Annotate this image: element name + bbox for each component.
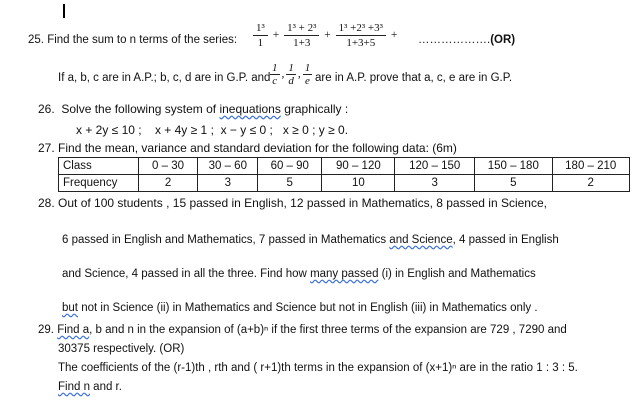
table-cell: Class — [59, 158, 139, 175]
reciprocal-c: $\frac{1}{c}$ — [272, 62, 278, 87]
ellipsis-dots: ………………. — [418, 34, 491, 46]
question-28-line-2: 6 passed in English and Mathematics, 7 passed in Mathematics and Science, 4 passed in English — [62, 234, 559, 246]
table-cell: 120 – 150 — [395, 158, 475, 175]
table-cell: 2 — [552, 175, 630, 192]
question-29: 29. Find a, b and n in the expansion of (a+b)ⁿ if the first three terms of the expansion are 729 , 7290 and — [38, 324, 567, 336]
reciprocal-fractions: $\frac{1}{c}$ , $\frac{1}{d}$ , $\frac{1}{e}$ — [272, 62, 311, 87]
spellcheck-phrase: and Science — [389, 234, 453, 246]
q25-alt-text-b: are in A.P. prove that a, c, e are in G.P. — [315, 72, 513, 84]
table-cell: 60 – 90 — [258, 158, 322, 175]
table-row-class — [59, 158, 630, 175]
frequency-table — [58, 157, 630, 192]
table-cell: 0 – 30 — [138, 158, 198, 175]
table-cell: 5 — [258, 175, 322, 192]
question-number: 25. — [28, 34, 44, 46]
series-term-2: $\frac{\text{1³ + 2³}}{1+3}$ — [284, 22, 319, 49]
inequality-system: x + 2y ≤ 10 ; x + 4y ≥ 1 ; x − y ≤ 0 ; x ≥ 0 ; y ≥ 0. — [76, 123, 349, 137]
spellcheck-phrase: Find n — [58, 381, 90, 393]
question-28-line-4: but not in Science (ii) in Mathematics and Science but not in English (iii) in Mathematics only . — [62, 302, 538, 314]
spellcheck-word: inequations — [219, 102, 281, 116]
question-number: 26. — [38, 102, 55, 116]
question-text: Find the sum to n terms of the series: — [47, 34, 238, 46]
series-term-3: $\frac{\text{1³ +2³ +3³}}{1+3+5}$ — [336, 22, 386, 49]
series-term-1: $\frac{\text{1³}}{1}$ — [253, 22, 268, 49]
series-continuation — [418, 34, 515, 46]
table-cell: 3 — [395, 175, 475, 192]
question-28-line-3: and Science, 4 passed in all the three. Find how many passed (i) in English and Mathematics — [62, 268, 536, 280]
table-cell: Frequency — [59, 175, 139, 192]
spellcheck-phrase: Find a — [57, 324, 90, 336]
table-cell: 90 – 120 — [322, 158, 395, 175]
text-cursor — [63, 4, 65, 18]
question-29-alt-line-1: The coefficients of the (r-1)th , rth and ( r+1)th terms in the expansion of (x+1)ⁿ are in the ratio 1 : 3 : 5. — [58, 362, 578, 374]
question-29-alt-line-2: Find n and r. — [58, 381, 122, 393]
question-number: 27. — [38, 141, 55, 155]
table-cell: 30 – 60 — [198, 158, 258, 175]
table-cell: 5 — [475, 175, 552, 192]
question-26: 26. Solve the following system of inequations graphically : — [38, 102, 349, 116]
question-text-line-1: Out of 100 students , 15 passed in English, 12 passed in Mathematics, 8 passed in Science, — [58, 196, 547, 210]
question-25 — [28, 34, 237, 46]
spellcheck-word: but — [62, 302, 78, 314]
table-cell: 2 — [138, 175, 198, 192]
question-number: 29. — [38, 324, 54, 336]
table-cell: 10 — [322, 175, 395, 192]
or-label: (OR) — [490, 34, 516, 46]
series-expression: $\frac{\text{1³}}{1}$ + $\frac{\text{1³ + 2³}}{1+3}$ + $\frac{\text{1³ +2³ +3³}}{1+3+5}$ + — [251, 22, 397, 49]
reciprocal-e: $\frac{1}{e}$ — [304, 62, 311, 87]
spellcheck-phrase: many passed — [310, 268, 379, 280]
question-28 — [38, 196, 547, 210]
question-text: Find the mean, variance and standard deviation for the following data: (6m) — [58, 141, 457, 155]
q25-alt-text-a: If a, b, c are in A.P.; b, c, d are in G.P. and — [58, 72, 271, 84]
question-29-line-2: 30375 respectively. (OR) — [58, 343, 185, 355]
reciprocal-d: $\frac{1}{d}$ — [288, 62, 294, 87]
table-cell: 150 – 180 — [475, 158, 552, 175]
question-number: 28. — [38, 196, 55, 210]
table-cell: 3 — [198, 175, 258, 192]
table-row-frequency — [59, 175, 630, 192]
table-cell: 180 – 210 — [552, 158, 630, 175]
question-27 — [38, 141, 457, 155]
